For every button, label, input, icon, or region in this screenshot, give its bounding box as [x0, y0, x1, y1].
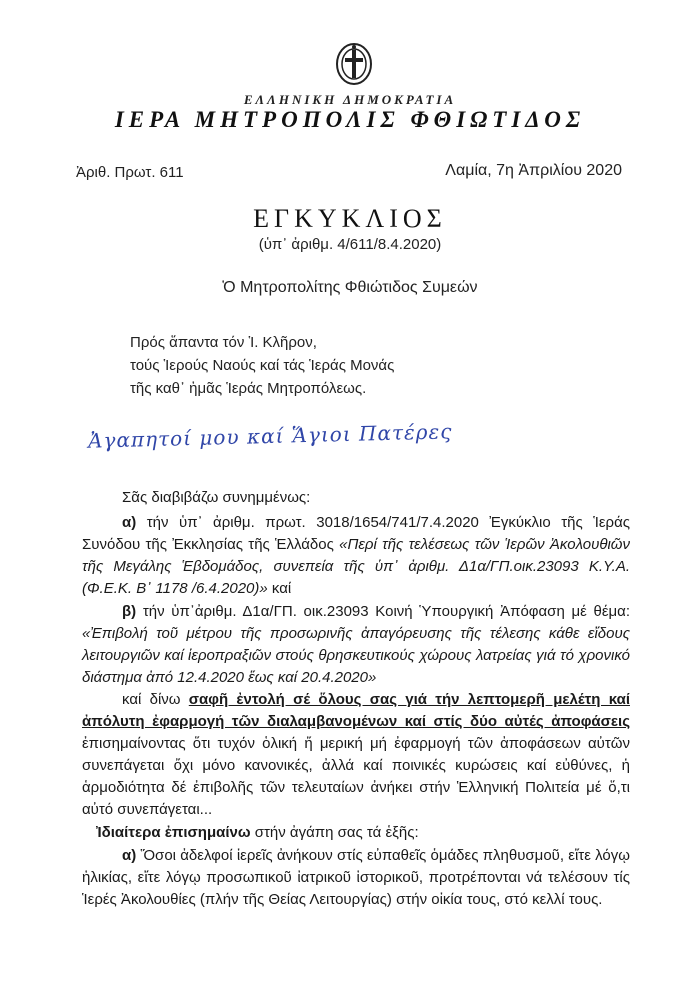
- church-seal-icon: [334, 42, 374, 86]
- document-subtitle: (ὑπ᾽ ἀριθμ. 4/611/8.4.2020): [258, 236, 442, 253]
- instruction-emphasis: σαφῆ ἐντολή σέ ὅλους σας γιά τήν λεπτομερῆ μελέτη καί ἀπόλυτη ἐφαρμογή τῶν διαλαμβανομένων καί στίς δύο αὐτές ἀποφάσεις: [82, 691, 630, 730]
- item-a-label: α): [122, 514, 137, 531]
- item-3a-paragraph: [82, 845, 630, 911]
- item-a-tail: καί: [267, 580, 292, 597]
- republic-heading: ΕΛΛΗΝΙΚΗ ΔΗΜΟΚΡΑΤΙΑ: [243, 92, 457, 107]
- instruction-rest: ἐπισημαίνοντας ὅτι τυχόν ὁλική ἤ μερική μή ἐφαρμογή τῶν ἀποφάσεων αὐτῶν συνεπάγεται ὄχι μόνο κανονικές, ἀλλά καί ποινικές κυρώσεις καί εὐθύνες, ἡ ἁρμοδιότητα δέ ἐπιβολῆς τῶν τελευταίων ἀνήκει στήν Ἑλληνική Πολιτεία μέ ὅ,τι αὐτό συνεπάγεται...: [82, 735, 630, 818]
- metropolis-heading: ΙΕΡΑ ΜΗΤΡΟΠΟΛΙΣ ΦΘΙΩΤΙΔΟΣ: [114, 107, 586, 132]
- item-a-quote: «Περί τῆς τελέσεως τῶν Ἱερῶν Ἀκολουθιῶν τῆς Μεγάλης Ἑβδομάδος, συνεπεία τῆς ὑπ᾽ ἀριθμ. Δ1α/ΓΠ.οικ.23093 Κ.Υ.Α. (Φ.Ε.Κ. Β᾽ 1178 /6.4.2020)»: [82, 536, 630, 597]
- instruction-paragraph: [82, 689, 630, 821]
- addressee-block: [130, 331, 394, 400]
- intro-line: Σᾶς διαβιβάζω συνημμένως:: [122, 489, 311, 506]
- instruction-lead: καί δίνω: [122, 691, 189, 708]
- emphasis-bold: Ἰδιαίτερα ἐπισημαίνω: [96, 824, 251, 841]
- document-title: ΕΓΚΥΚΛΙΟΣ: [253, 204, 447, 233]
- item-a-paragraph: [82, 512, 630, 600]
- handwritten-greeting: Ἀγαπητοί μου καί Ἅγιοι Πατέρες: [87, 419, 453, 453]
- sender-line: Ὁ Μητροπολίτης Φθιώτιδος Συμεών: [222, 279, 478, 296]
- addressee-line: τούς Ἱερούς Ναούς καί τάς Ἱεράς Μονάς: [130, 357, 395, 374]
- item-b-quote: «Ἐπιβολή τοῦ μέτρου τῆς προσωρινῆς ἀπαγόρευσης τῆς τέλεσης κάθε εἴδους λειτουργιῶν καί ἱεροπραξιῶν στούς θρησκευτικούς χώρους λατρείας γιά τό χρονικό διάστημα ἀπό 12.4.2020 ἕως καί 20.4.2020»: [82, 625, 630, 686]
- place-and-date: Λαμία, 7η Ἀπριλίου 2020: [445, 162, 622, 179]
- body-intro: [82, 487, 630, 509]
- addressee-line: Πρός ἅπαντα τόν Ἱ. Κλῆρον,: [130, 334, 317, 351]
- item-b-label: β): [122, 603, 137, 620]
- item-3a-label: α): [122, 847, 137, 864]
- addressee-line: τῆς καθ᾽ ἡμᾶς Ἱεράς Μητροπόλεως.: [130, 380, 367, 397]
- item-a-text: τήν ὑπ᾽ ἀριθμ. πρωτ. 3018/1654/741/7.4.2020 Ἐγκύκλιο τῆς Ἱεράς Συνόδου τῆς Ἐκκλησίας τῆς Ἑλλάδος: [82, 514, 630, 553]
- item-b-text: τήν ὑπ᾽ἀριθμ. Δ1α/ΓΠ. οικ.23093 Κοινή Ὑπουργική Ἀπόφαση μέ θέμα:: [136, 603, 630, 620]
- item-3a-text: Ὅσοι ἀδελφοί ἱερεῖς ἀνήκουν στίς εὐπαθεῖς ὁμάδες πληθυσμοῦ, εἴτε λόγῳ ἡλικίας, εἴτε λόγῳ προσωπικοῦ ἰατρικοῦ ἱστορικοῦ, προτρέπονται νά τελέσουν τίς Ἱερές Ἀκολουθίες (πλήν τῆς Θείας Λειτουργίας) στήν οἰκία τους, στό κελλί τους.: [82, 847, 630, 908]
- item-b-paragraph: [82, 601, 630, 689]
- reference-number: Ἀριθ. Πρωτ. 611: [76, 164, 184, 181]
- emphasis-rest: στήν ἀγάπη σας τά ἑξῆς:: [250, 824, 419, 841]
- emphasis-paragraph: [82, 822, 630, 844]
